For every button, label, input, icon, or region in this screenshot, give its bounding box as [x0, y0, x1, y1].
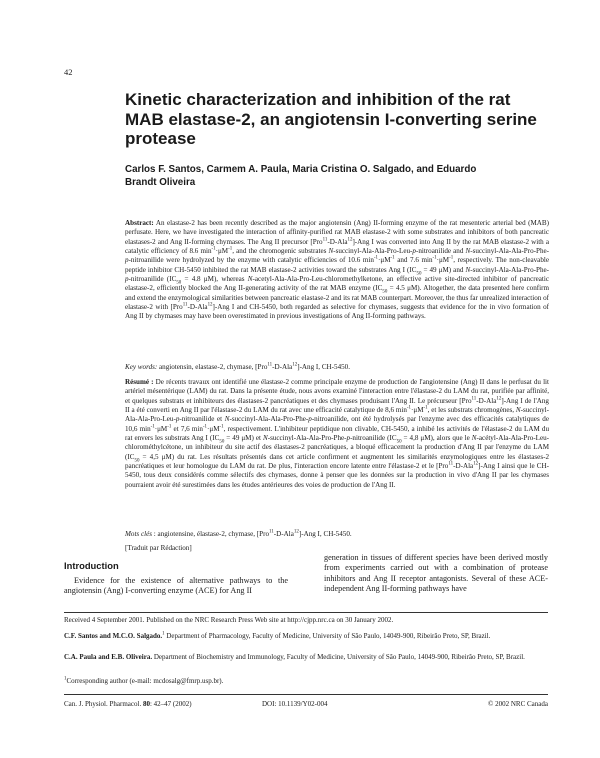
doi: DOI: 10.1139/Y02-004 [262, 700, 328, 708]
footnote-divider [64, 612, 548, 613]
corresponding-author: $^1$Corresponding author (e-mail: mcdosalg@fmrp.usp.br). [64, 676, 224, 685]
affiliation-santos-salgado: C.F. Santos and M.C.O. Salgado.$^1$ Department of Pharmacology, Faculty of Medicine, University of São Paulo, 14049-900, Ribeirão Preto, SP, Brazil. [64, 631, 491, 640]
introduction-left-column: Evidence for the existence of alternative pathways to the angiotensin (Ang) I-converting enzyme (ACE) for Ang II [64, 576, 288, 596]
keywords-en-label: Key words: [125, 363, 158, 371]
author-list: Carlos F. Santos, Carmem A. Paula, Maria Cristina O. Salgado, and Eduardo Brandt Oliveira [125, 164, 477, 188]
copyright: © 2002 NRC Canada [488, 700, 548, 708]
footer-divider [64, 694, 548, 695]
introduction-heading: Introduction [64, 560, 119, 571]
received-note: Received 4 September 2001. Published on the NRC Research Press Web site at http://cjpp.nrc.ca on 30 January 2002. [64, 616, 394, 624]
resume-label: Résumé : [125, 378, 154, 386]
abstract-label: Abstract: [125, 219, 154, 227]
keywords-en: Key words: angiotensin, elastase-2, chymase, [Pro$^{11}$-D-Ala$^{12}$]-Ang I, CH-5450. [125, 362, 351, 371]
keywords-fr: Mots clés : angiotensine, élastase-2, chymase, [Pro$^{11}$-D-Ala$^{12}$]-Ang I, CH-5450. [125, 529, 352, 538]
keywords-fr-label: Mots clés [125, 530, 152, 538]
page-number: 42 [64, 67, 73, 77]
introduction-right-column: generation in tissues of different species have been derived mostly from experiments carried out with a combination of protease inhibitors and Ang II receptor antagonists. Several of these ACE-independent Ang II-forming pathways have [324, 553, 548, 593]
resume: Résumé : De récents travaux ont identifié une élastase-2 comme principale enzyme de production de l'angiotensine (Ang) II dans le perfusat du lit artériel mésentérique (LAM) du rat. Dans la présente étude, nous avons examiné l'interaction entre l'élastase-2 du LAM du rat, purifiée par affinité, et quelques substrats et inhibiteurs des élastases-2 pancréatiques et des chymases produisant l'Ang II. Le précurseur [Pro$^{11}$-D-Ala$^{12}$]-Ang I de l'Ang II a été converti en Ang II par l'élastase-2 du LAM du rat avec une efficacité catalytique de 8,6 $\min^{-1}\cdot\mu M^{-1}$, et les substrats chromogènes, N-succinyl-Ala-Ala-Pro-Leu-p-nitroanilide et N-succinyl-Ala-Ala-Pro-Phe-p-nitroanilide, ont été hydrolysés par l'enzyme avec des efficacités catalytiques de 10,6 $\min^{-1}\cdot\mu M^{-1}$ et 7,6 $\min^{-1}\cdot\mu M^{-1}$, respectivement. L'inhibiteur peptidique non clivable, CH-5450, a inhibé les activités de l'élastase-2 du LAM du rat envers les substrats Ang I ($IC_{50} = 49$ μM) et N-succinyl-Ala-Ala-Pro-Phe-p-nitroanilide ($IC_{50} = 4,8$ μM), alors que le N-acétyl-Ala-Ala-Pro-Leu-chlorométhylcétone, un inhibiteur du site actif des élastases-2 pancréatiques, a bloqué efficacement la production d'Ang II par l'enzyme du LAM ($IC_{50} = 4,5$ μM) du rat. Les résultats présentés dans cet article confirment et augmentent les similarités enzymologiques entre les élastases-2 pancréatiques et leur homologue du LAM du rat. De plus, l'interaction encore latente entre l'élastase-2 et le [Pro$^{11}$-D-Ala$^{12}$]-Ang I ainsi que le CH-5450, tous deux considérés comme sélectifs des chymases, donne à penser que les données sur la production in vivo d'Ang II par les chymases pourraient avoir été surestimées dans les études antérieures des voies de production de l'Ang II. [125, 378, 550, 489]
abstract: Abstract: An elastase-2 has been recently described as the major angiotensin (Ang) II-forming enzyme of the rat mesenteric arterial bed (MAB) perfusate. Here, we have investigated the interaction of affinity-purified rat MAB elastase-2 with some substrates and inhibitors of both pancreatic elastases-2 and Ang II-forming chymases. The Ang II precursor [Pro$^{11}$-D-Ala$^{12}$]-Ang I was converted into Ang II by the rat MAB elastase-2 with a catalytic efficiency of 8.6 $\min^{-1}\cdot\mu M^{-1}$, and the chromogenic substrates N-succinyl-Ala-Ala-Pro-Leu-p-nitroanilide and N-succinyl-Ala-Ala-Pro-Phe-p-nitroanilide were hydrolyzed by the enzyme with catalytic efficiencies of 10.6 $\min^{-1}\cdot\mu M^{-1}$ and 7.6 $\min^{-1}\cdot\mu M^{-1}$, respectively. The non-cleavable peptide inhibitor CH-5450 inhibited the rat MAB elastase-2 activities toward the substrates Ang I ($IC_{50} = 49$ μM) and N-succinyl-Ala-Ala-Pro-Phe-p-nitroanilide ($IC_{50} = 4.8$ μM), whereas N-acetyl-Ala-Ala-Pro-Leu-chloromethylketone, an effective active site-directed inhibitor of pancreatic elastase-2, efficiently blocked the Ang II-generating activity of the rat MAB enzyme ($IC_{50} = 4.5$ μM). Altogether, the data presented here confirm and extend the enzymological similarities between pancreatic elastase-2 and its rat MAB counterpart. Moreover, the thus far unrealized interaction of elastase-2 with [Pro$^{11}$-D-Ala$^{12}$]-Ang I and CH-5450, both regarded as selective for chymases, suggests that evidence for the in vivo formation of Ang II by chymases may have been overestimated in previous investigations of Ang II-forming pathways. [125, 219, 550, 321]
translation-note: [Traduit par Rédaction] [125, 544, 192, 552]
journal-citation: Can. J. Physiol. Pharmacol. 80: 42–47 (2002) [64, 700, 192, 708]
article-title: Kinetic characterization and inhibition of the rat MAB elastase-2, an angiotensin I-converting serine protease [125, 90, 537, 148]
affiliation-paula-oliveira: C.A. Paula and E.B. Oliveira. Department of Biochemistry and Immunology, Faculty of Medicine, University of São Paulo, 14049-900, Ribeirão Preto, SP, Brazil. [64, 653, 525, 661]
